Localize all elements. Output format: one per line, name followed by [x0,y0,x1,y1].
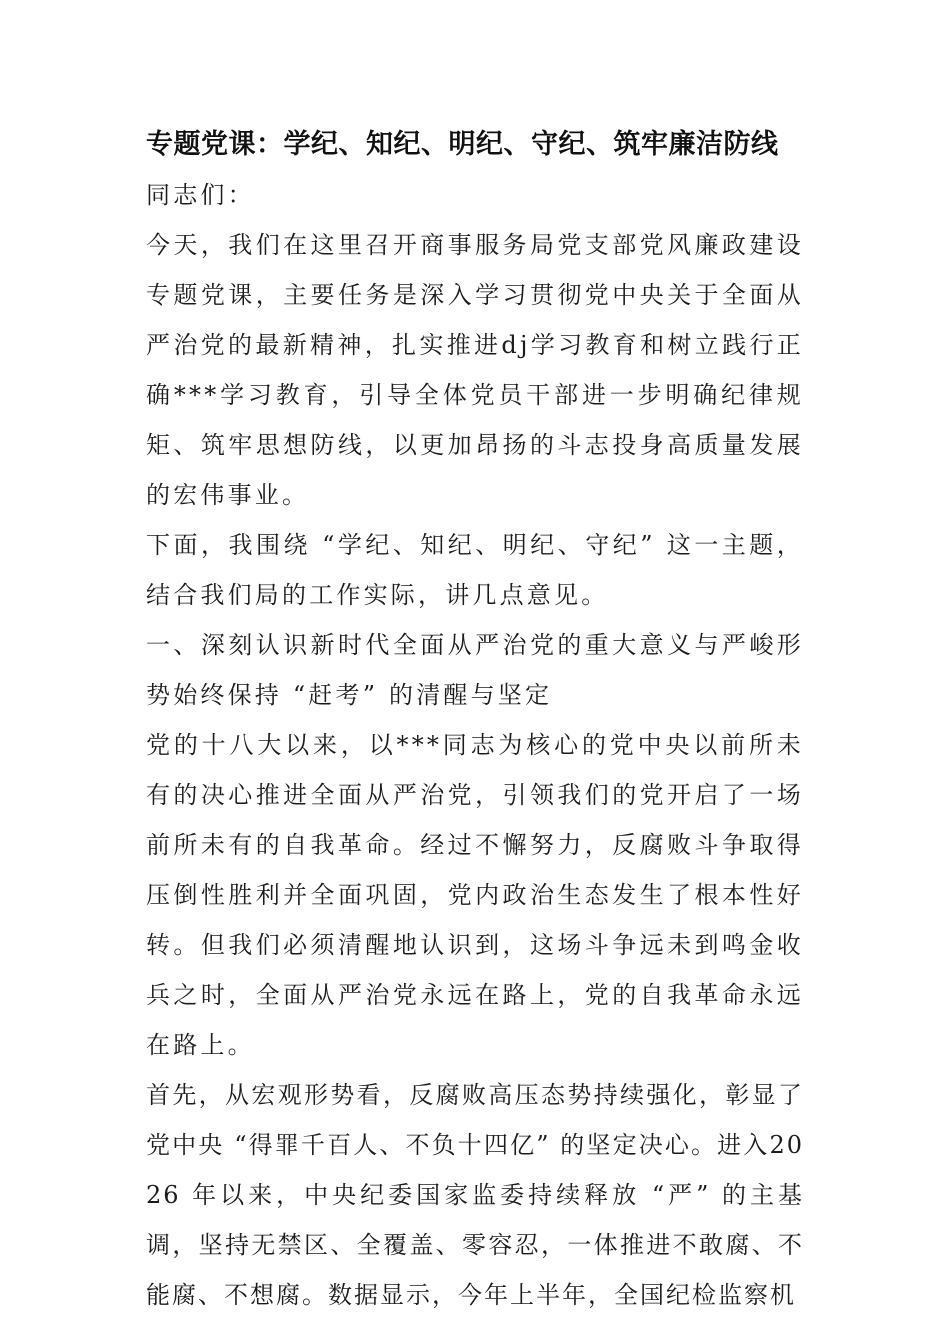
document-body [146,120,804,1320]
paragraph-intro: 今天，我们在这里召开商事服务局党支部党风廉政建设专题党课，主要任务是深入学习贯彻党中央关于全面从严治党的最新精神，扎实推进dj学习教育和树立践行正确***学习教育，引导全体党员干部进一步明确纪律规矩、筑牢思想防线，以更加昂扬的斗志投身高质量发展的宏伟事业。 [146,231,804,509]
paragraph-macro-situation: 首先，从宏观形势看，反腐败高压态势持续强化，彰显了党中央 “得罪千百人、不负十四亿” 的坚定决心。进入2026 年以来，中央纪委国家监委持续释放 “严” 的主基调，坚持无禁区、全覆盖、零容忍，一体推进不敢腐、不能腐、不想腐。数据显示，今年上半年，全国纪检监察机 [146,1081,804,1309]
section-heading-1: 一、深刻认识新时代全面从严治党的重大意义与严峻形势始终保持 “赶考” 的清醒与坚定 [146,631,804,709]
document-title: 专题党课：学纪、知纪、明纪、守纪、筑牢廉洁防线 [146,129,779,160]
salutation: 同志们： [146,181,255,209]
paragraph-background: 党的十八大以来，以***同志为核心的党中央以前所未有的决心推进全面从严治党，引领我们的党开启了一场前所未有的自我革命。经过不懈努力，反腐败斗争取得压倒性胜利并全面巩固，党内政治生态发生了根本性好转。但我们必须清醒地认识到，这场斗争远未到鸣金收兵之时，全面从严治党永远在路上，党的自我革命永远在路上。 [146,731,804,1059]
paragraph-outline: 下面，我围绕 “学纪、知纪、明纪、守纪” 这一主题，结合我们局的工作实际，讲几点意见。 [146,531,804,609]
